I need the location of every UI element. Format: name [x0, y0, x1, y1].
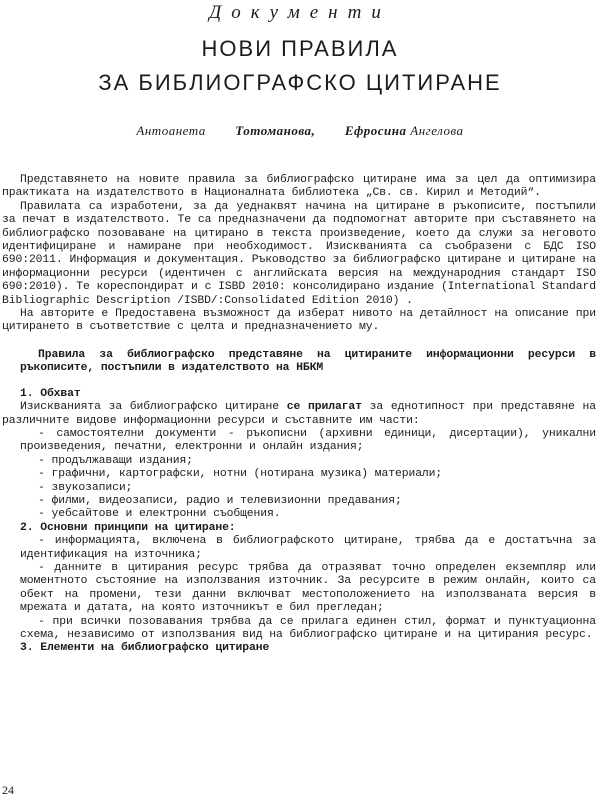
- section-heading: Правила за библиографско представяне на цитираните информационни ресурси в ръкописите, постъпили в издателството на НБКМ: [20, 348, 596, 375]
- list-item: - графични, картографски, нотни (нотирана музика) материали;: [38, 468, 443, 481]
- page-number: 24: [2, 783, 14, 797]
- list-item: - при всички позовавания трябва да се прилага единен стил, формат и пунктуационна схема, независимо от използвания вид на библиографско цитиране и на цитирания ресурс.: [20, 615, 596, 641]
- intro-paragraph-3: На авторите е Предоставена възможност да изберат нивото на детайлност на описание при цитирането в съответствие с целта и предназначението му.: [2, 308, 596, 334]
- article-body: [2, 174, 596, 656]
- list-item: - самостоятелни документи - ръкописни (архивни единици, дисертации), уникални произведения, печатни, електронни и онлайн издания;: [20, 427, 596, 454]
- subsection-1-intro-end: за еднотипност при представяне на различните видове информационни ресурси и съставните им части:: [2, 401, 597, 427]
- author-2-first-name: Ефросина: [344, 123, 407, 138]
- subsection-1-intro: [2, 401, 596, 428]
- subsection-2-title: 2. Основни принципи на цитиране:: [20, 521, 236, 534]
- article-title-line-2: ЗА БИБЛИОГРАФСКО ЦИТИРАНЕ: [98, 70, 502, 95]
- list-item: - данните в цитирания ресурс трябва да отразяват точно определен екземпляр или моментното състояние на използвания източник. За ресурсите в режим онлайн, които са обект на промени, тези данни включват местоположението на използваната версия в мрежата и датата, на която източникът е бил прегледан;: [20, 561, 596, 615]
- section-kicker: Документи: [209, 2, 391, 23]
- author-2-last-name: Ангелова: [410, 123, 464, 138]
- list-item: - филми, видеозаписи, радио и телевизионни предавания;: [38, 494, 402, 507]
- author-1-last-name: Тотоманова,: [235, 123, 316, 138]
- spacer: [2, 335, 596, 349]
- subsection-1-intro-start: Изискванията за библиографско цитиране: [20, 401, 287, 414]
- author-1-first-name: Антоанета: [136, 123, 206, 138]
- author-line: [0, 123, 600, 139]
- list-item: - продължаващи издания;: [38, 454, 193, 467]
- subsection-1-title: 1. Обхват: [20, 387, 81, 400]
- intro-paragraph-2: Правилата са изработени, за да уеднаквят начина на цитиране в ръкописите, постъпили за печат в издателството. Те са предназначени да подпомогнат авторите при съставянето на библиографско позоваване на цитирано в текста произведение, което да служи за неговото идентифициране и намиране при необходимост. Изискванията са съобразени с БДС ISO 690:2011. Информация и документация. Ръководство за библиографско цитиране и цитиране на информационни ресурси (идентичен с английската версия на международния стандарт ISO 690:2010). Те кореспондират и с ISBD 2010: консолидирано издание (International Standard Bibliographic Description /ISBD/:Consolidated Edition 2010) .: [2, 200, 596, 307]
- article-title-line-1: НОВИ ПРАВИЛА: [201, 36, 399, 61]
- list-item: - информацията, включена в библиографското цитиране, трябва да е достатъчна за идентификация на източника;: [20, 535, 596, 561]
- list-item: - звукозаписи;: [38, 481, 133, 494]
- spacer: [2, 376, 596, 388]
- subsection-1-intro-emphasis: се прилагат: [286, 401, 362, 414]
- subsection-3-title: 3. Елементи на библиографско цитиране: [20, 642, 270, 655]
- list-item: - уебсайтове и електронни съобщения.: [38, 508, 281, 521]
- intro-paragraph-1: Представянето на новите правила за библиографско цитиране има за цел да оптимизира практиката на издателството в Националната библиотека „Св. св. Кирил и Методий“.: [2, 174, 596, 200]
